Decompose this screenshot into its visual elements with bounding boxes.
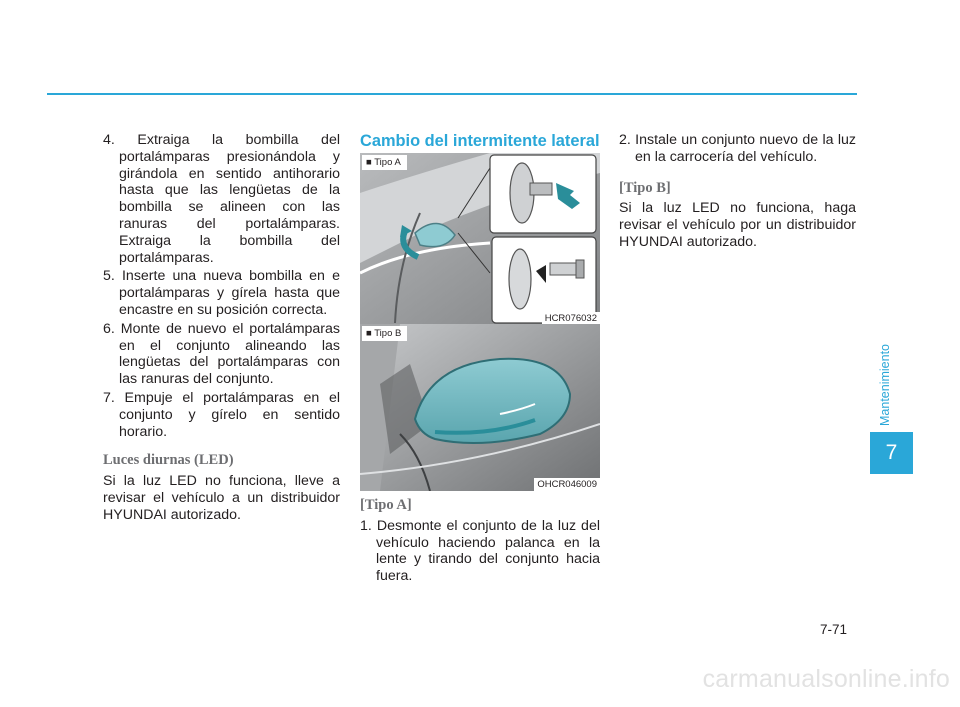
tipo-b-subheading: [Tipo B]	[619, 179, 671, 196]
figure-b-code: OHCR046009	[534, 478, 600, 491]
side-repeater-illustration	[360, 153, 600, 325]
step-7: 7. Empuje el portalámparas en el conjunto y gírelo en sentido horario.	[103, 389, 340, 440]
section-side-label	[875, 330, 895, 440]
tipo-b-paragraph: Si la luz LED no funciona, haga revisar el vehículo por un distribuidor HYUNDAI autorizado.	[619, 200, 856, 250]
section-side-label-text: Mantenimiento	[878, 344, 892, 426]
figure-b-tag-label: Tipo B	[374, 328, 402, 339]
step-5: 5. Inserte una nueva bombilla en e portalámparas y gírela hasta que encastre en su posición correcta.	[103, 268, 340, 318]
middle-steps-list	[360, 518, 600, 585]
figure-tipo-a	[360, 153, 600, 325]
drl-paragraph: Si la luz LED no funciona, lleve a revisar el vehículo a un distribuidor HYUNDAI autorizado.	[103, 473, 340, 523]
step-4: 4. Extraiga la bombilla del portalámparas presionándola y girándola en sentido antihorario hasta que las lengüetas de la bombilla se alineen con las ranuras del portalámparas. Extraiga la bombilla del portalámparas.	[103, 132, 340, 266]
step-2: 2. Instale un conjunto nuevo de la luz en la carrocería del vehículo.	[619, 132, 856, 165]
top-rule	[47, 93, 857, 95]
figure-b-tag	[362, 326, 407, 341]
watermark: carmanualsonline.info	[702, 665, 950, 693]
black-square-icon: ■	[366, 157, 372, 168]
figure-a-tag-label: Tipo A	[374, 157, 401, 168]
tipo-a-subheading: [Tipo A]	[360, 497, 412, 513]
step-6: 6. Monte de nuevo el portalámparas en el conjunto alineando las lengüetas del portalámparas con las ranuras del conjunto.	[103, 320, 340, 388]
page-number: 7-71	[820, 622, 848, 637]
chapter-tab: 7	[870, 432, 913, 474]
drl-subheading: Luces diurnas (LED)	[103, 452, 234, 469]
right-column	[619, 132, 856, 251]
left-column	[103, 132, 340, 524]
right-steps-list	[619, 132, 856, 166]
left-steps-list	[103, 132, 340, 440]
section-title: Cambio del intermitente lateral	[360, 132, 600, 150]
figure-a-tag	[362, 155, 407, 170]
figure-a-code: HCR076032	[542, 312, 600, 325]
mirror-illustration	[360, 324, 600, 491]
black-square-icon: ■	[366, 328, 372, 339]
figure-tipo-b	[360, 324, 600, 491]
middle-column-text	[360, 497, 600, 587]
step-1: 1. Desmonte el conjunto de la luz del vehículo haciendo palanca en la lente y tirando del conjunto hacia fuera.	[360, 517, 600, 585]
